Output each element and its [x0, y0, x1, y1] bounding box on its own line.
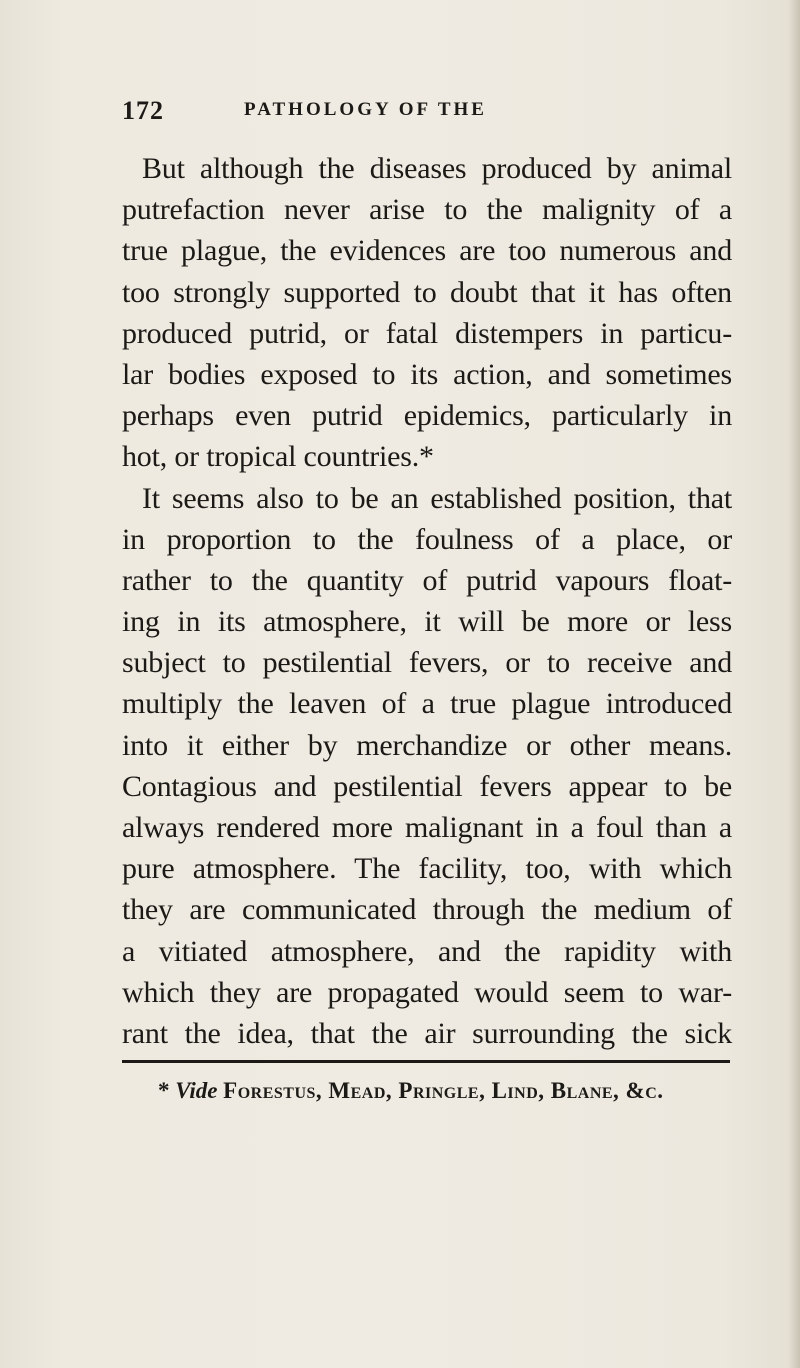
running-head: PATHOLOGY OF THE — [244, 99, 487, 120]
text-line: into it either by merchandize or other means. — [122, 728, 732, 762]
text-line: multiply the leaven of a true plague introduced — [122, 687, 732, 721]
text-line: It seems also to be an established position, that — [142, 481, 732, 515]
footnote-vide: Vide — [175, 1078, 218, 1103]
text-line: in proportion to the foulness of a place, or — [122, 522, 732, 556]
text-line: But although the diseases produced by animal — [142, 152, 732, 185]
text-line: which they are propagated would seem to war- — [122, 975, 732, 1009]
footnote — [158, 1078, 664, 1104]
text-line: lar bodies exposed to its action, and sometimes — [122, 357, 732, 391]
text-line: subject to pestilential fevers, or to receive and — [122, 646, 732, 680]
text-line: rant the idea, that the air surrounding the sick — [122, 1016, 732, 1050]
body-text — [122, 148, 732, 1054]
page-header — [122, 96, 682, 126]
text-line: hot, or tropical countries.* — [122, 440, 434, 474]
footnote-names: Forestus, Mead, Pringle, Lind, Blane, &c. — [223, 1078, 664, 1103]
footnote-marker: * — [158, 1078, 170, 1103]
text-line: pure atmosphere. The facility, too, with which — [122, 852, 732, 886]
text-line: Contagious and pestilential fevers appear to be — [122, 769, 732, 803]
text-line: true plague, the evidences are too numerous and — [122, 234, 732, 268]
text-line: rather to the quantity of putrid vapours float- — [122, 563, 732, 597]
text-line: perhaps even putrid epidemics, particularly in — [122, 399, 732, 433]
text-line: they are communicated through the medium of — [122, 893, 732, 927]
text-line: a vitiated atmosphere, and the rapidity with — [122, 934, 732, 968]
text-line: ing in its atmosphere, it will be more or less — [122, 605, 732, 639]
text-line: putrefaction never arise to the malignity of a — [122, 193, 732, 227]
text-line: always rendered more malignant in a foul than a — [122, 811, 732, 844]
page-number: 172 — [122, 96, 164, 125]
page-edge-shadow — [788, 0, 800, 1368]
text-line: too strongly supported to doubt that it has often — [122, 275, 732, 309]
text-line: produced putrid, or fatal distempers in particu- — [122, 316, 732, 350]
footnote-rule — [122, 1060, 730, 1063]
